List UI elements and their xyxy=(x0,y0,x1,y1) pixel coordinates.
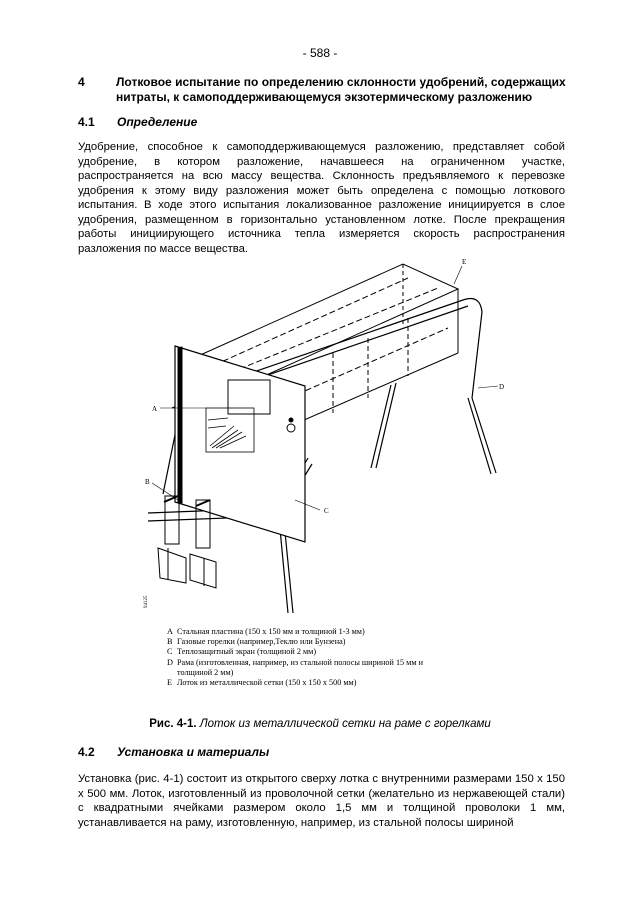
figure-caption-number: Рис. 4-1. xyxy=(149,718,197,730)
figure-legend xyxy=(167,627,427,688)
heat-shield xyxy=(175,346,305,542)
legend-item: E Лоток из металлической сетки (150 x 150 x 500 мм) xyxy=(167,678,357,688)
apparatus-figure xyxy=(108,258,528,618)
legend-item: C Теплозащитный экран (толщиной 2 мм) xyxy=(167,647,317,657)
definition-paragraph: Удобрение, способное к самоподдерживающемуся разложению, представляет собой удобрение, в котором разложение, начавшееся на ограниченном участке, распространяется на всю массу вещества. Склонность предъявляемого к перевозке удобрения к этому виду разложения может быть определена с помощью лоткового испытания. В ходе этого испытания локализованное разложение инициируется в слое удобрения, размещенном в горизонтально установленном лотке. После прекращения работы инициирующего источника тепла измеряется скорость распространения разложения по массе вещества. xyxy=(78,141,565,255)
section-number: 4 xyxy=(78,75,85,89)
figure-caption-text: Лоток из металлической сетки на раме с горелками xyxy=(199,718,491,730)
subsection-4-1-number: 4.1 xyxy=(78,115,95,129)
figure-code: 94125 xyxy=(144,595,149,608)
subsection-4-2-number: 4.2 xyxy=(78,745,95,759)
page-number: - 588 - xyxy=(302,46,338,60)
legend-item: A Стальная пластина (150 x 150 мм и толщиной 1-3 мм) xyxy=(167,627,365,636)
section-title: Лотковое испытание по определению склонности удобрений, содержащих нитраты, к самоподдерживающемуся экзотермическому разложению xyxy=(116,75,566,104)
legend-item: B Газовые горелки (например,Теклю или Бунзена) xyxy=(167,637,346,647)
legend-item: D Рама (изготовленная, например, из стальной полосы шириной 15 мм и толщиной 2 мм) xyxy=(167,657,423,677)
label-d: D xyxy=(499,383,505,391)
subsection-4-1-title: Определение xyxy=(117,115,198,129)
label-b: B xyxy=(145,478,150,486)
label-c: C xyxy=(324,507,329,515)
apparatus-paragraph: Установка (рис. 4-1) состоит из открытого сверху лотка с внутренними размерами 150 х 150 х 500 мм. Лоток, изготовленный из проволочной сетки (желательно из нержавеющей стали) с квадратными ячейками размером около 1,5 мм и толщиной проволоки 1 мм, устанавливается на раму, изготовленную, например, из стальной полосы шириной xyxy=(78,773,565,829)
subsection-4-2-title: Установка и материалы xyxy=(117,745,270,759)
label-a: A xyxy=(152,405,158,413)
figure-caption xyxy=(0,718,640,730)
label-e: E xyxy=(462,258,467,266)
